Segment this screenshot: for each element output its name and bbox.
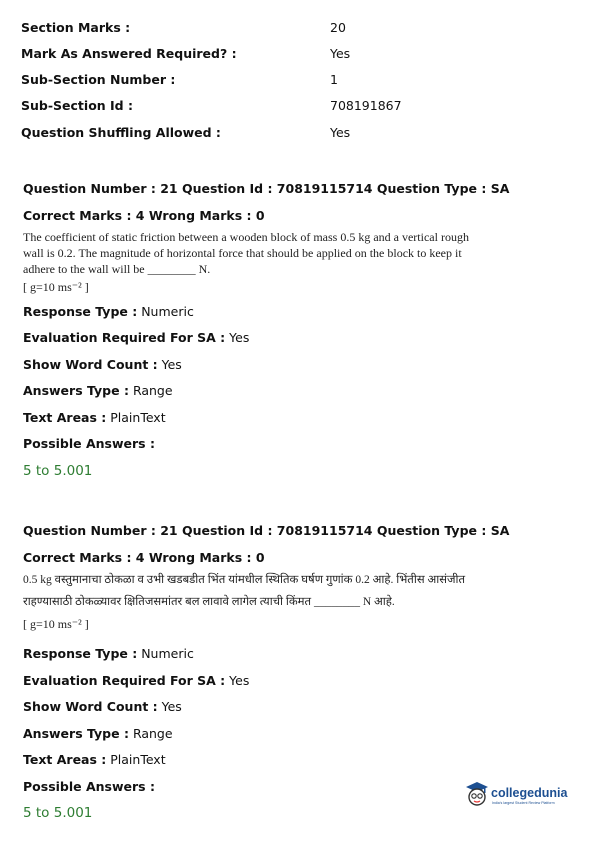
mark-as-answered-value: Yes [330, 46, 351, 61]
field-value: PlainText [106, 752, 166, 767]
show-word-count-field [23, 699, 182, 714]
question-text-line: राहण्यासाठी ठोकळ्यावर क्षितिजसमांतर बल लावावे लागेल त्याची किंमत ________ N आहे. [23, 596, 395, 608]
field-label: Answers Type : [23, 726, 129, 741]
evaluation-required-field [23, 673, 249, 688]
possible-answers-field [23, 436, 155, 451]
field-value: Yes [157, 357, 182, 372]
field-value: PlainText [106, 410, 166, 425]
field-value: Yes [225, 330, 250, 345]
sub-section-number-value: 1 [330, 72, 338, 87]
field-label: Response Type : [23, 646, 138, 661]
field-label: Evaluation Required For SA : [23, 330, 226, 345]
text-areas-field [23, 410, 166, 425]
question-text-line: 0.5 kg वस्तुमानाचा ठोकळा व उभी खडबडीत भिंत यांमधील स्थितिक घर्षण गुणांक 0.2 आहे. भिंतीस आसंजीत [23, 574, 466, 586]
field-label: Possible Answers : [23, 779, 155, 794]
question-text-line: adhere to the wall will be ________ N. [23, 262, 211, 276]
field-label: Response Type : [23, 304, 138, 319]
question-marks: Correct Marks : 4 Wrong Marks : 0 [23, 550, 265, 565]
text-areas-field [23, 752, 166, 767]
field-value: Numeric [137, 304, 194, 319]
field-label: Possible Answers : [23, 436, 155, 451]
field-label: Show Word Count : [23, 699, 158, 714]
collegedunia-logo [464, 778, 574, 808]
mark-as-answered-label: Mark As Answered Required? : [21, 46, 237, 61]
field-label: Text Areas : [23, 752, 107, 767]
possible-answer-value: 5 to 5.001 [23, 463, 93, 479]
sub-section-number-label: Sub-Section Number : [21, 72, 176, 87]
field-label: Text Areas : [23, 410, 107, 425]
section-marks-value: 20 [330, 20, 346, 35]
response-type-field [23, 646, 194, 661]
field-label: Show Word Count : [23, 357, 158, 372]
answers-type-field [23, 726, 173, 741]
question-header: Question Number : 21 Question Id : 70819115714 Question Type : SA [23, 523, 510, 538]
field-value: Range [128, 726, 173, 741]
field-value: Yes [225, 673, 250, 688]
field-value: Yes [157, 699, 182, 714]
question-shuffling-value: Yes [330, 125, 351, 140]
question-header: Question Number : 21 Question Id : 70819115714 Question Type : SA [23, 181, 510, 196]
sub-section-id-value: 708191867 [330, 98, 402, 113]
logo-tagline: India's largest Student Review Platform [492, 801, 555, 805]
section-marks-label: Section Marks : [21, 20, 131, 35]
response-type-field [23, 304, 194, 319]
answers-type-field [23, 383, 173, 398]
question-text-line: The coefficient of static friction between a wooden block of mass 0.5 kg and a vertical rough [23, 230, 469, 244]
question-shuffling-label: Question Shuffling Allowed : [21, 125, 221, 140]
possible-answers-field [23, 779, 155, 794]
field-value: Range [128, 383, 173, 398]
possible-answer-value: 5 to 5.001 [23, 805, 93, 821]
logo-name: collegedunia [491, 786, 568, 800]
question-text-line: wall is 0.2. The magnitude of horizontal force that should be applied on the block to keep it [23, 246, 462, 260]
sub-section-id-label: Sub-Section Id : [21, 98, 133, 113]
field-value: Numeric [137, 646, 194, 661]
show-word-count-field [23, 357, 182, 372]
question-marks: Correct Marks : 4 Wrong Marks : 0 [23, 208, 265, 223]
graduate-mascot-icon [464, 778, 490, 808]
question-given: [ g=10 ms⁻² ] [23, 280, 89, 294]
evaluation-required-field [23, 330, 249, 345]
field-label: Answers Type : [23, 383, 129, 398]
field-label: Evaluation Required For SA : [23, 673, 226, 688]
question-given: [ g=10 ms⁻² ] [23, 617, 89, 631]
